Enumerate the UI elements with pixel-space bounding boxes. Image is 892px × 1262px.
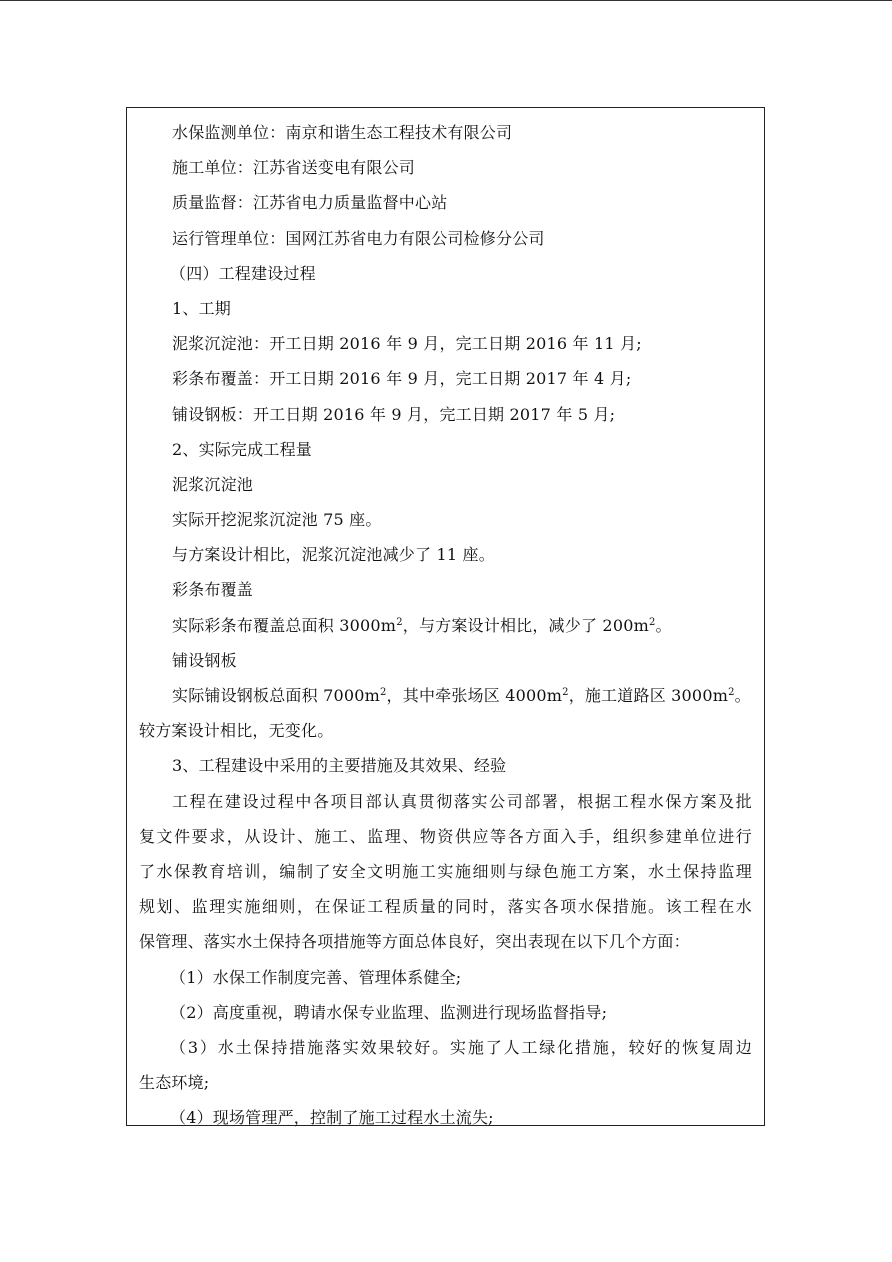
monitoring-unit-line: 水保监测单位：南京和谐生态工程技术有限公司 — [172, 123, 513, 142]
paragraph-line-5: 保管理、落实水土保持各项措施等方面总体良好，突出表现在以下几个方面： — [139, 932, 690, 952]
tarp-area-text-2: ，与方案设计相比，减少了 200m — [402, 615, 649, 635]
steel-area-text-4: 。 — [734, 686, 751, 705]
steel-area-text-1: 实际铺设钢板总面积 7000m — [172, 686, 380, 705]
measure-item-3-continued: 生态环境; — [139, 1073, 210, 1093]
steel-area-superscript-1: 2 — [379, 687, 387, 698]
tarp-area-superscript-1: 2 — [396, 616, 403, 628]
measure-item-2: （2）高度重视，聘请水保专业监理、监测进行现场监督指导; — [170, 1002, 608, 1022]
operation-unit-line: 运行管理单位：国网江苏省电力有限公司检修分公司 — [172, 228, 545, 248]
tarp-area-text-3: 。 — [655, 615, 672, 635]
tarp-cover-area — [127, 608, 764, 643]
measure-item-1: （1）水保工作制度完善、管理体系健全; — [170, 967, 462, 987]
paragraph-line-3: 了水保教育培训，编制了安全文明施工实施细则与绿色施工方案，水土保持监理 — [139, 861, 752, 881]
subheading-main-measures: 3、工程建设中采用的主要措施及其效果、经验 — [172, 756, 507, 776]
item-steel-plate: 铺设钢板 — [172, 650, 237, 670]
schedule-sediment-pond: 泥浆沉淀池：开工日期 2016 年 9 月，完工日期 2016 年 11 月; — [172, 334, 642, 354]
paragraph-line-4: 规划、监理实施细则，在保证工程质量的同时，落实各项水保措施。该工程在水 — [139, 897, 752, 917]
construction-unit-line: 施工单位：江苏省送变电有限公司 — [172, 158, 416, 178]
item-tarp-cover: 彩条布覆盖 — [172, 580, 254, 600]
steel-plate-comparison: 较方案设计相比，无变化。 — [139, 721, 334, 741]
subheading-schedule: 1、工期 — [172, 298, 231, 318]
quality-supervision-line: 质量监督：江苏省电力质量监督中心站 — [172, 193, 448, 213]
measure-item-3: （3）水土保持措施落实效果较好。实施了人工绿化措施，较好的恢复周边 — [170, 1037, 752, 1057]
section-heading-construction-process: （四）工程建设过程 — [170, 263, 316, 283]
page-top-border — [0, 0, 892, 1]
paragraph-line-2: 复文件要求，从设计、施工、监理、物资供应等各方面入手，组织参建单位进行 — [139, 826, 752, 846]
measure-item-4: （4）现场管理严，控制了施工过程水土流失; — [170, 1108, 494, 1128]
steel-plate-area — [127, 678, 764, 713]
subheading-actual-quantity: 2、实际完成工程量 — [172, 439, 312, 459]
sediment-pond-comparison: 与方案设计相比，泥浆沉淀池减少了 11 座。 — [172, 545, 495, 565]
steel-area-superscript-2: 2 — [562, 687, 569, 698]
schedule-tarp-cover: 彩条布覆盖：开工日期 2016 年 9 月，完工日期 2017 年 4 月; — [172, 369, 632, 389]
tarp-area-text-1: 实际彩条布覆盖总面积 3000m — [172, 615, 397, 635]
sediment-pond-count: 实际开挖泥浆沉淀池 75 座。 — [172, 510, 382, 530]
item-sediment-pond: 泥浆沉淀池 — [172, 474, 254, 494]
schedule-steel-plate: 铺设钢板：开工日期 2016 年 9 月，完工日期 2017 年 5 月; — [172, 404, 616, 424]
tarp-area-superscript-2: 2 — [648, 616, 656, 628]
document-body — [127, 115, 764, 1135]
paragraph-line-1: 工程在建设过程中各项目部认真贯彻落实公司部署，根据工程水保方案及批 — [172, 791, 752, 811]
steel-area-text-3: ，施工道路区 3000m — [568, 686, 729, 705]
content-table-cell — [126, 107, 765, 1126]
steel-area-superscript-3: 2 — [728, 687, 735, 698]
steel-area-text-2: ，其中牵张场区 4000m — [386, 686, 563, 705]
